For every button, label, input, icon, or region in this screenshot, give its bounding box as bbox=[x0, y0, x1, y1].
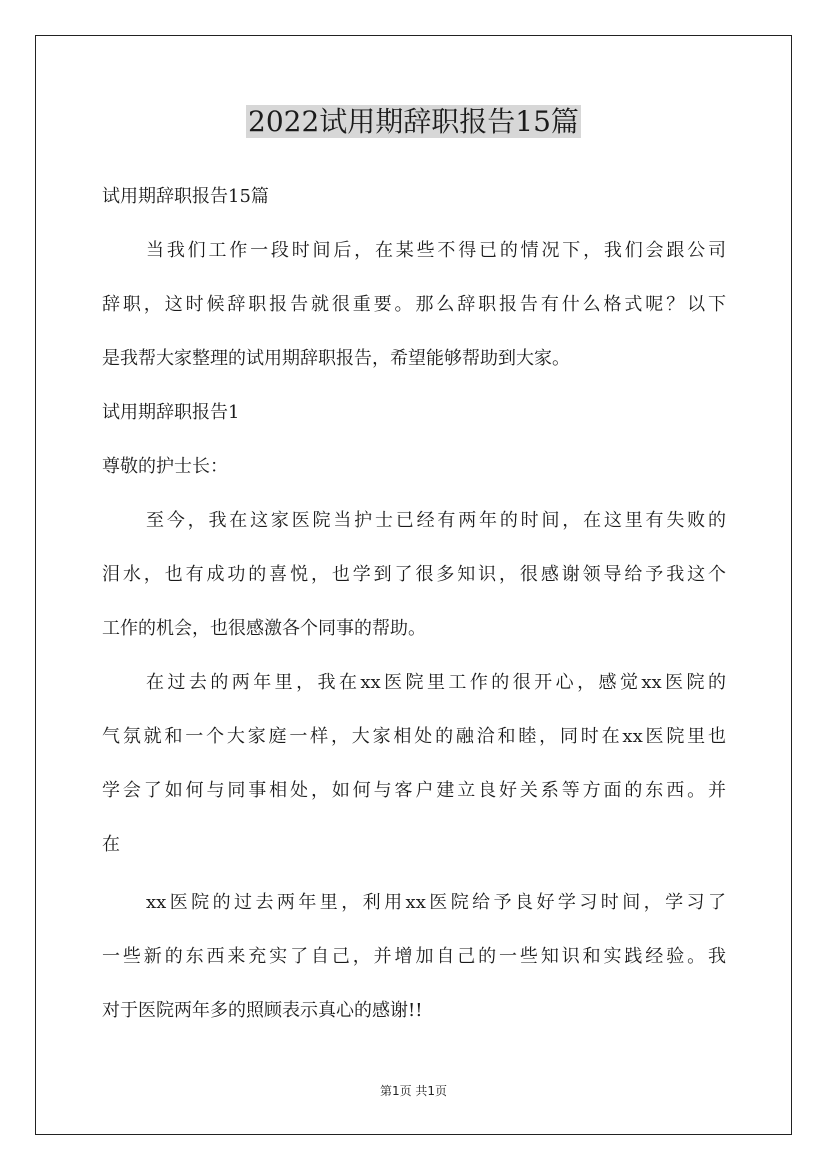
salutation-line: 尊敬的护士长： bbox=[102, 456, 228, 477]
paragraph-line: 在 bbox=[102, 834, 120, 855]
paragraph-line: 在过去的两年里，我在xx医院里工作的很开心，感觉xx医院的 bbox=[146, 672, 726, 693]
paragraph-line: 辞职，这时候辞职报告就很重要。那么辞职报告有什么格式呢？以下 bbox=[102, 294, 726, 315]
paragraph-line: 一些新的东西来充实了自己，并增加自己的一些知识和实践经验。我 bbox=[102, 946, 726, 967]
subtitle-line: 试用期辞职报告15篇 bbox=[102, 186, 269, 207]
paragraph-line: 是我帮大家整理的试用期辞职报告，希望能够帮助到大家。 bbox=[102, 348, 570, 369]
paragraph-line: xx医院的过去两年里，利用xx医院给予良好学习时间，学习了 bbox=[146, 892, 726, 913]
section-heading: 试用期辞职报告1 bbox=[102, 402, 240, 423]
paragraph-line: 工作的机会，也很感激各个同事的帮助。 bbox=[102, 618, 426, 639]
paragraph-line: 泪水，也有成功的喜悦，也学到了很多知识，很感谢领导给予我这个 bbox=[102, 564, 726, 585]
paragraph-line: 学会了如何与同事相处，如何与客户建立良好关系等方面的东西。并 bbox=[102, 780, 726, 801]
paragraph-line: 气氛就和一个大家庭一样，大家相处的融洽和睦，同时在xx医院里也 bbox=[102, 726, 726, 747]
document-title bbox=[0, 100, 827, 144]
page-footer bbox=[0, 1082, 827, 1099]
paragraph-line: 当我们工作一段时间后，在某些不得已的情况下，我们会跟公司 bbox=[146, 240, 726, 261]
paragraph-line: 至今，我在这家医院当护士已经有两年的时间，在这里有失败的 bbox=[146, 510, 726, 531]
page-number-label: 第1页 共1页 bbox=[379, 1084, 448, 1098]
document-body bbox=[102, 170, 726, 1038]
document-title-text: 2022试用期辞职报告15篇 bbox=[248, 105, 579, 138]
paragraph-line: 对于医院两年多的照顾表示真心的感谢!! bbox=[102, 1000, 423, 1021]
